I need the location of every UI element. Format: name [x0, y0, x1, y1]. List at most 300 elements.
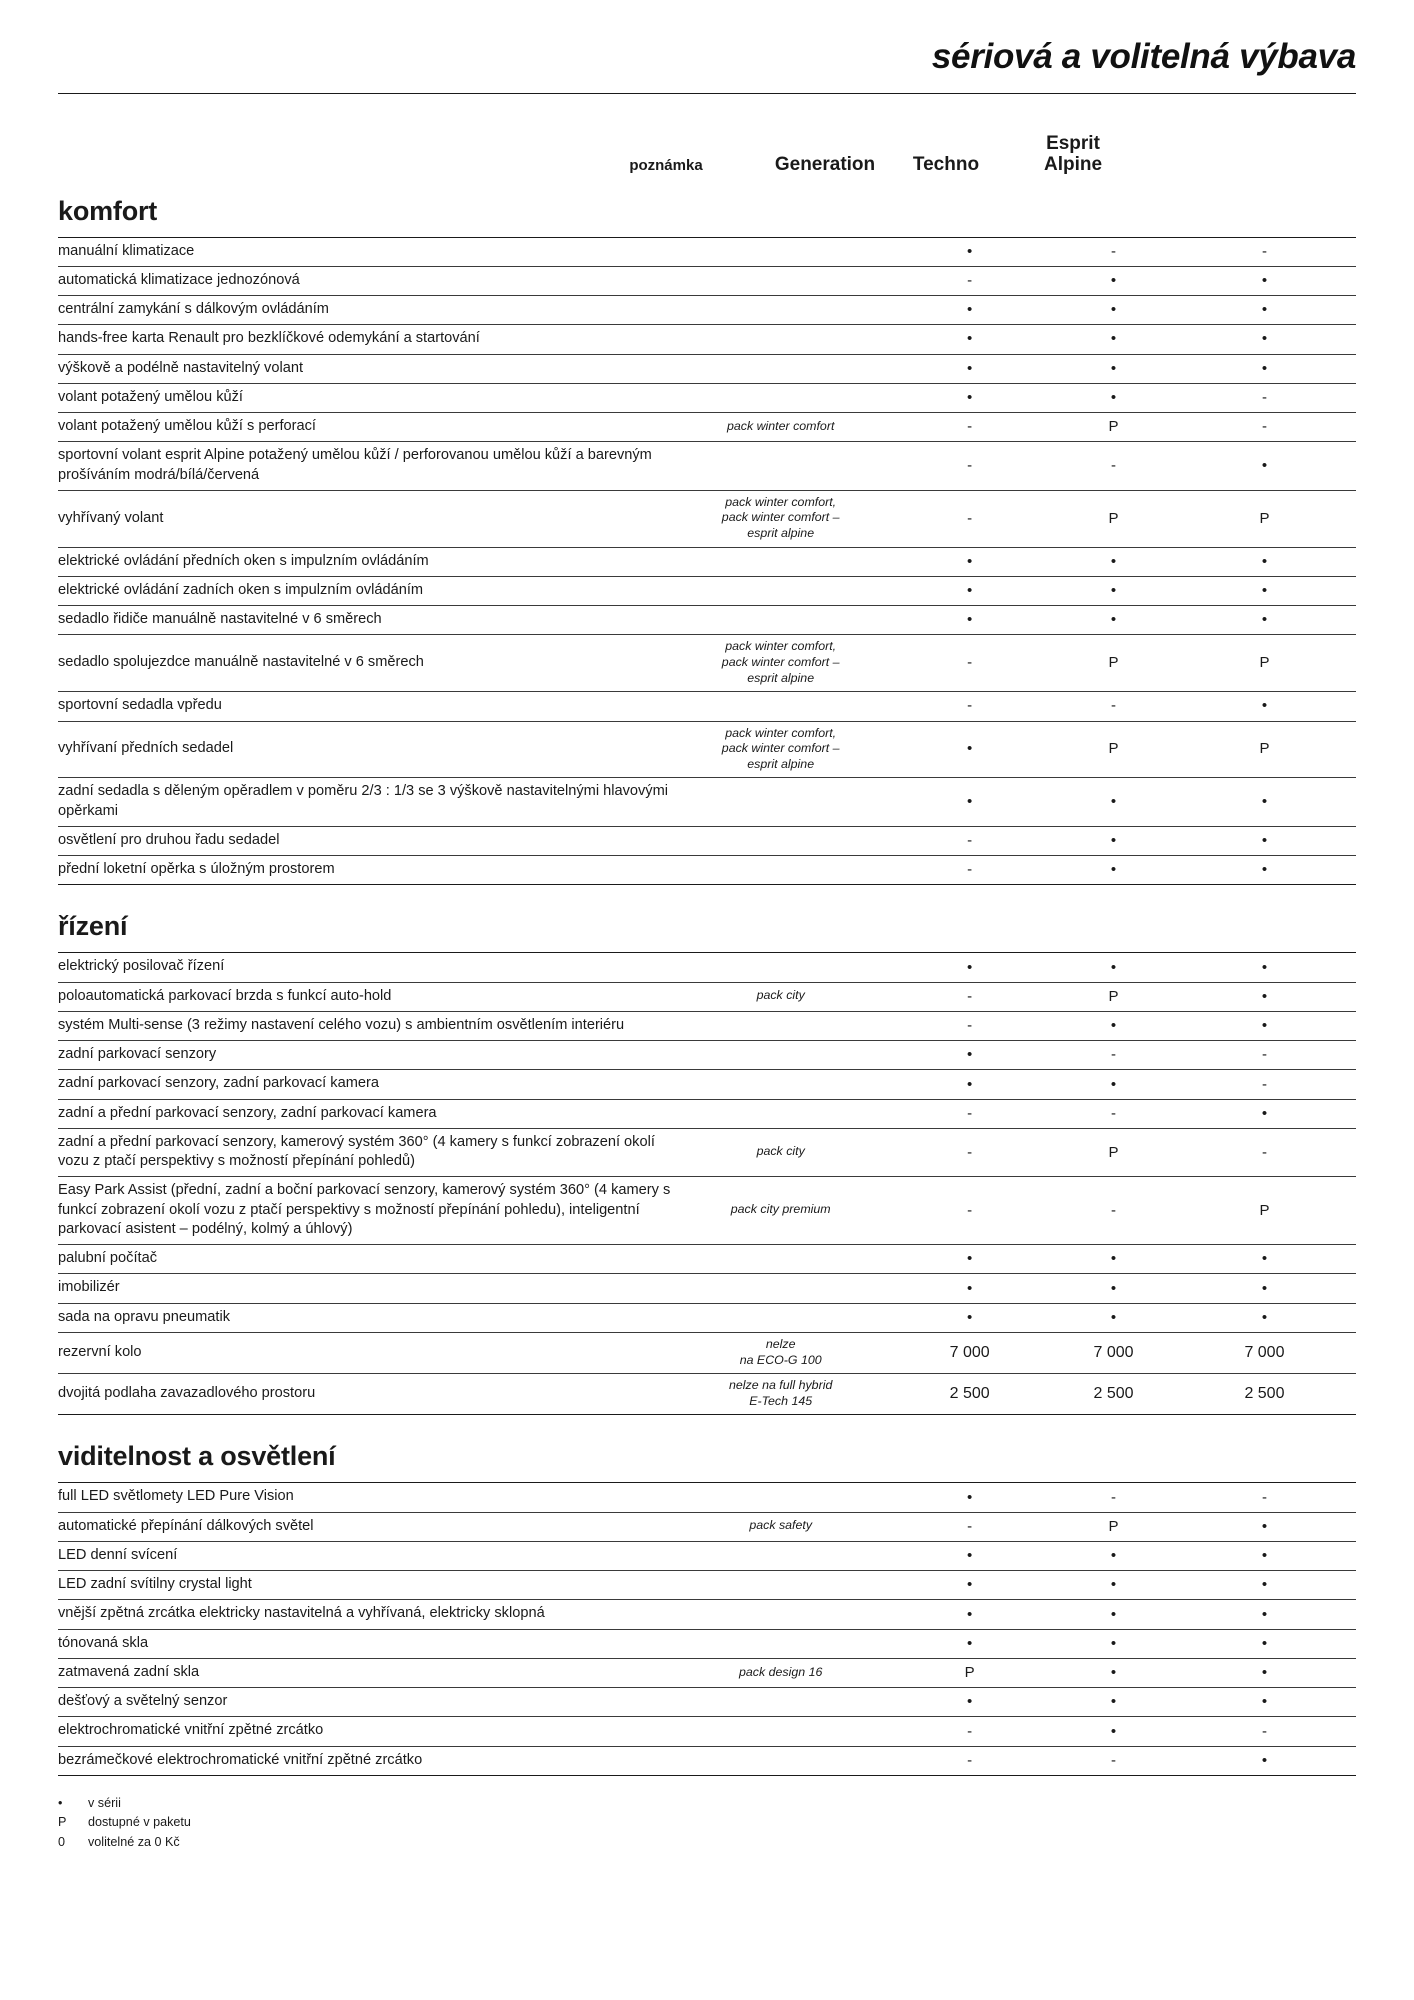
table-row — [58, 721, 1356, 778]
value-text: - — [1261, 1143, 1267, 1161]
feature-label: zadní sedadla s děleným opěradlem v poměru 2/3 : 1/3 se 3 výškově nastavitelnými hlavovými opěrkami — [58, 778, 676, 827]
feature-note — [676, 1303, 885, 1332]
value-text: - — [1261, 1046, 1267, 1064]
feature-label: sportovní sedadla vpředu — [58, 692, 676, 721]
value-cell-esprit-alpine — [1173, 856, 1356, 885]
value-cell-generation — [885, 1658, 1054, 1687]
value-text: • — [967, 611, 973, 629]
value-cell-techno — [1054, 266, 1173, 295]
legend-row-2 — [58, 1833, 1356, 1853]
value-cell-techno — [1054, 296, 1173, 325]
feature-label: vnější zpětná zrcátka elektricky nastavitelná a vyhřívaná, elektricky sklopná — [58, 1600, 676, 1629]
feature-label: volant potažený umělou kůží — [58, 383, 676, 412]
note-line: pack winter comfort, — [725, 494, 837, 509]
value-cell-generation — [885, 1332, 1054, 1373]
table-row — [58, 982, 1356, 1011]
feature-label: elektrické ovládání předních oken s impulzním ovládáním — [58, 547, 676, 576]
value-text: • — [1110, 832, 1117, 849]
value-cell-techno — [1054, 1629, 1173, 1658]
value-text: • — [967, 582, 973, 599]
table-row — [58, 1274, 1356, 1303]
value-cell-esprit-alpine — [1173, 1041, 1356, 1070]
value-cell-esprit-alpine — [1173, 383, 1356, 412]
value-text: • — [1110, 793, 1117, 811]
value-text: • — [1110, 1075, 1117, 1093]
value-text: • — [967, 359, 973, 377]
value-cell-generation — [885, 237, 1054, 266]
feature-label: imobilizér — [58, 1274, 676, 1303]
feature-note — [676, 1688, 885, 1717]
feature-note — [676, 1658, 885, 1687]
value-text: • — [1261, 611, 1268, 629]
value-text: - — [1110, 697, 1116, 715]
value-text: • — [1261, 1308, 1268, 1326]
value-text: • — [1261, 1693, 1268, 1711]
value-text: • — [1110, 861, 1117, 879]
note-line: pack safety — [749, 1518, 813, 1533]
table-row — [58, 606, 1356, 635]
value-text: • — [1261, 987, 1268, 1005]
feature-label: zadní a přední parkovací senzory, kamerový systém 360° (4 kamery s funkcí zobrazení okolí vozu z ptačí perspektivy s možností přepínání pohledů) — [58, 1128, 676, 1177]
feature-label: elektrické ovládání zadních oken s impulzním ovládáním — [58, 576, 676, 605]
feature-note — [676, 1746, 885, 1775]
value-text: 2 500 — [1244, 1384, 1285, 1402]
note-line: pack city — [756, 1144, 805, 1159]
column-header-esprit-line1: Esprit — [1046, 132, 1100, 154]
value-text: • — [1110, 301, 1117, 319]
value-text: - — [1110, 1201, 1116, 1219]
title-divider — [58, 93, 1356, 94]
value-cell-esprit-alpine — [1173, 266, 1356, 295]
value-text: • — [1110, 359, 1117, 377]
value-cell-techno — [1054, 1658, 1173, 1687]
value-text: • — [967, 1308, 973, 1326]
column-header-note: poznámka — [629, 156, 703, 174]
value-cell-generation — [885, 1717, 1054, 1746]
note-line: pack winter comfort, — [725, 725, 837, 740]
value-text: • — [1261, 793, 1268, 811]
value-cell-esprit-alpine — [1173, 1600, 1356, 1629]
feature-label: zadní parkovací senzory, zadní parkovací kamera — [58, 1070, 676, 1099]
value-text: • — [967, 1547, 973, 1564]
value-text: • — [1110, 388, 1117, 406]
table-row — [58, 826, 1356, 855]
feature-note — [676, 953, 885, 982]
value-text: • — [1110, 1664, 1117, 1681]
value-cell-generation — [885, 1070, 1054, 1099]
legend-label: volitelné za 0 Kč — [88, 1834, 180, 1849]
value-text: - — [967, 509, 973, 527]
value-text: • — [1261, 861, 1268, 879]
note-line: nelze na full hybrid — [729, 1378, 833, 1393]
value-text: - — [967, 418, 973, 436]
value-text: - — [967, 1104, 973, 1122]
value-text: P — [1259, 509, 1270, 527]
value-cell-techno — [1054, 1274, 1173, 1303]
value-text: • — [967, 242, 973, 260]
value-text: • — [1261, 1104, 1268, 1122]
value-text: • — [1110, 330, 1117, 348]
column-header-generation: Generation — [774, 154, 876, 176]
feature-note — [676, 856, 885, 885]
feature-note — [676, 1177, 885, 1245]
title-block — [58, 0, 1356, 94]
value-cell-generation — [885, 383, 1054, 412]
value-cell-techno — [1054, 1128, 1173, 1177]
table-row — [58, 778, 1356, 827]
value-cell-esprit-alpine — [1173, 547, 1356, 576]
value-cell-generation — [885, 1099, 1054, 1128]
value-text: 2 500 — [949, 1384, 990, 1402]
value-cell-generation — [885, 1374, 1054, 1415]
value-cell-esprit-alpine — [1173, 1571, 1356, 1600]
value-text: • — [967, 1075, 973, 1093]
value-text: • — [1261, 1664, 1268, 1681]
value-cell-esprit-alpine — [1173, 325, 1356, 354]
value-cell-esprit-alpine — [1173, 1512, 1356, 1541]
value-text: - — [1110, 242, 1116, 260]
note-line: pack design 16 — [739, 1664, 823, 1679]
value-cell-esprit-alpine — [1173, 692, 1356, 721]
feature-note — [676, 778, 885, 827]
value-cell-techno — [1054, 442, 1173, 491]
note-line: na ECO-G 100 — [739, 1352, 822, 1367]
feature-note — [676, 1099, 885, 1128]
feature-label: vyhřívaný volant — [58, 490, 676, 547]
feature-note — [676, 547, 885, 576]
value-cell-esprit-alpine — [1173, 982, 1356, 1011]
value-text: - — [1261, 388, 1267, 406]
value-text: • — [1261, 697, 1268, 715]
value-text: P — [1108, 418, 1119, 436]
feature-note — [676, 1041, 885, 1070]
feature-note — [676, 237, 885, 266]
table-row — [58, 490, 1356, 547]
value-text: - — [1261, 1488, 1267, 1506]
table-row — [58, 1041, 1356, 1070]
value-cell-generation — [885, 442, 1054, 491]
feature-label: zadní parkovací senzory — [58, 1041, 676, 1070]
value-cell-esprit-alpine — [1173, 442, 1356, 491]
table-row — [58, 1717, 1356, 1746]
feature-note — [676, 721, 885, 778]
note-line: nelze — [765, 1336, 796, 1351]
table-row — [58, 1746, 1356, 1775]
value-text: • — [1261, 359, 1268, 377]
value-cell-generation — [885, 1303, 1054, 1332]
value-text: P — [1108, 509, 1119, 527]
feature-note — [676, 354, 885, 383]
note-line: esprit alpine — [747, 526, 815, 540]
value-cell-techno — [1054, 778, 1173, 827]
value-cell-generation — [885, 1245, 1054, 1274]
value-cell-generation — [885, 1512, 1054, 1541]
value-text: • — [1261, 582, 1268, 599]
value-cell-esprit-alpine — [1173, 1374, 1356, 1415]
value-cell-generation — [885, 266, 1054, 295]
value-cell-generation — [885, 325, 1054, 354]
value-text: • — [1261, 1517, 1268, 1535]
table-row — [58, 1303, 1356, 1332]
value-cell-generation — [885, 413, 1054, 442]
value-cell-techno — [1054, 1011, 1173, 1040]
value-text: - — [967, 457, 973, 474]
value-text: - — [967, 697, 973, 715]
value-cell-techno — [1054, 1099, 1173, 1128]
value-text: • — [967, 1634, 973, 1652]
value-text: - — [967, 832, 973, 849]
value-cell-esprit-alpine — [1173, 1274, 1356, 1303]
value-cell-generation — [885, 1746, 1054, 1775]
value-cell-techno — [1054, 1041, 1173, 1070]
table-row — [58, 1099, 1356, 1128]
feature-note — [676, 296, 885, 325]
value-cell-esprit-alpine — [1173, 237, 1356, 266]
section-title-0: komfort — [58, 195, 158, 226]
value-cell-techno — [1054, 1177, 1173, 1245]
value-text: - — [1110, 1488, 1116, 1506]
value-text: - — [967, 1751, 973, 1769]
value-text: - — [1110, 1046, 1116, 1064]
value-cell-esprit-alpine — [1173, 576, 1356, 605]
value-text: - — [967, 1017, 973, 1034]
value-cell-techno — [1054, 856, 1173, 885]
value-text: • — [1261, 1017, 1268, 1034]
feature-label: tónovaná skla — [58, 1629, 676, 1658]
value-cell-esprit-alpine — [1173, 1303, 1356, 1332]
feature-note — [676, 413, 885, 442]
feature-label: sportovní volant esprit Alpine potažený umělou kůží / perforovanou umělou kůží a barevným prošíváním modrá/bílá/červená — [58, 442, 676, 491]
table-row — [58, 1245, 1356, 1274]
feature-label: automatická klimatizace jednozónová — [58, 266, 676, 295]
value-cell-techno — [1054, 413, 1173, 442]
value-text: P — [964, 1664, 975, 1681]
value-cell-techno — [1054, 1717, 1173, 1746]
table-row — [58, 1374, 1356, 1415]
feature-note — [676, 692, 885, 721]
table-row — [58, 1128, 1356, 1177]
table-row — [58, 383, 1356, 412]
note-line: pack city premium — [730, 1202, 831, 1217]
value-cell-techno — [1054, 325, 1173, 354]
value-text: - — [967, 987, 973, 1005]
feature-label: bezrámečkové elektrochromatické vnitřní zpětné zrcátko — [58, 1746, 676, 1775]
feature-label: sada na opravu pneumatik — [58, 1303, 676, 1332]
value-text: • — [1110, 1250, 1117, 1268]
feature-label: palubní počítač — [58, 1245, 676, 1274]
value-text: • — [1261, 457, 1268, 474]
feature-label: výškově a podélně nastavitelný volant — [58, 354, 676, 383]
table-row — [58, 266, 1356, 295]
value-cell-generation — [885, 982, 1054, 1011]
value-text: • — [967, 330, 973, 348]
table-row — [58, 1177, 1356, 1245]
feature-label: dešťový a světelný senzor — [58, 1688, 676, 1717]
value-cell-generation — [885, 296, 1054, 325]
value-text: • — [1110, 1605, 1117, 1623]
table-row — [58, 856, 1356, 885]
value-cell-generation — [885, 778, 1054, 827]
note-line: pack winter comfort, — [725, 639, 837, 654]
value-cell-esprit-alpine — [1173, 1332, 1356, 1373]
feature-label: automatické přepínání dálkových světel — [58, 1512, 676, 1541]
value-cell-generation — [885, 576, 1054, 605]
value-cell-esprit-alpine — [1173, 1099, 1356, 1128]
value-cell-esprit-alpine — [1173, 490, 1356, 547]
value-text: • — [1261, 271, 1268, 289]
value-cell-techno — [1054, 1332, 1173, 1373]
value-cell-esprit-alpine — [1173, 778, 1356, 827]
value-text: - — [967, 1201, 973, 1219]
value-text: P — [1108, 1517, 1119, 1535]
value-cell-techno — [1054, 490, 1173, 547]
value-text: • — [1110, 611, 1117, 629]
note-line: pack winter comfort — [726, 418, 835, 433]
value-text: - — [967, 271, 973, 289]
table-row — [58, 1600, 1356, 1629]
value-cell-techno — [1054, 576, 1173, 605]
value-text: • — [1261, 1576, 1268, 1594]
value-text: • — [1110, 1634, 1117, 1652]
value-cell-techno — [1054, 1070, 1173, 1099]
table-row — [58, 692, 1356, 721]
value-cell-generation — [885, 490, 1054, 547]
feature-note — [676, 576, 885, 605]
value-text: • — [1261, 1250, 1268, 1268]
value-text: • — [967, 1488, 973, 1506]
feature-note — [676, 1070, 885, 1099]
feature-note — [676, 442, 885, 491]
table-row — [58, 547, 1356, 576]
feature-note — [676, 325, 885, 354]
feature-note — [676, 1128, 885, 1177]
value-cell-esprit-alpine — [1173, 1128, 1356, 1177]
legend-key: 0 — [58, 1834, 66, 1849]
value-cell-generation — [885, 826, 1054, 855]
table-row — [58, 1541, 1356, 1570]
feature-label: LED denní svícení — [58, 1541, 676, 1570]
value-text: - — [967, 654, 973, 672]
feature-label: přední loketní opěrka s úložným prostorem — [58, 856, 676, 885]
value-cell-esprit-alpine — [1173, 1688, 1356, 1717]
value-text: 7 000 — [949, 1343, 990, 1361]
feature-label: rezervní kolo — [58, 1332, 676, 1373]
feature-note — [676, 826, 885, 855]
feature-note — [676, 1332, 885, 1373]
feature-note — [676, 383, 885, 412]
feature-label: poloautomatická parkovací brzda s funkcí auto-hold — [58, 982, 676, 1011]
value-cell-generation — [885, 721, 1054, 778]
feature-label: Easy Park Assist (přední, zadní a boční parkovací senzory, kamerový systém 360° (4 kamery s funkcí zobrazení okolí vozu z ptačí perspektivy s možností přepínání pohledu), inteligentní parkovací asistent – podélný, kolmý a úhlový) — [58, 1177, 676, 1245]
feature-label: zatmavená zadní skla — [58, 1658, 676, 1687]
value-cell-generation — [885, 856, 1054, 885]
feature-label: hands-free karta Renault pro bezklíčkové odemykání a startování — [58, 325, 676, 354]
value-text: 7 000 — [1093, 1343, 1134, 1361]
value-text: P — [1259, 654, 1270, 672]
value-text: - — [967, 1517, 973, 1535]
table-row — [58, 635, 1356, 692]
table-row — [58, 1512, 1356, 1541]
value-cell-generation — [885, 1571, 1054, 1600]
legend-key: • — [58, 1795, 63, 1810]
legend-row-0 — [58, 1794, 1356, 1814]
value-text: - — [967, 1722, 973, 1740]
table-row — [58, 1332, 1356, 1373]
value-text: - — [1261, 1722, 1267, 1740]
value-cell-esprit-alpine — [1173, 1483, 1356, 1512]
value-text: • — [967, 1046, 973, 1064]
feature-note — [676, 1011, 885, 1040]
table-row — [58, 1629, 1356, 1658]
value-cell-generation — [885, 1177, 1054, 1245]
value-text: - — [1261, 242, 1267, 260]
sections-root — [58, 196, 1356, 1776]
value-cell-generation — [885, 1688, 1054, 1717]
value-cell-esprit-alpine — [1173, 635, 1356, 692]
value-cell-esprit-alpine — [1173, 606, 1356, 635]
value-cell-techno — [1054, 354, 1173, 383]
value-text: • — [967, 1576, 973, 1594]
table-row — [58, 953, 1356, 982]
feature-label: zadní a přední parkovací senzory, zadní parkovací kamera — [58, 1099, 676, 1128]
note-line: pack winter comfort – — [721, 741, 840, 756]
value-text: P — [1259, 1201, 1270, 1219]
feature-note — [676, 490, 885, 547]
feature-label: osvětlení pro druhou řadu sedadel — [58, 826, 676, 855]
value-text: • — [1110, 1576, 1117, 1594]
value-text: • — [967, 301, 973, 319]
legend-label: dostupné v paketu — [88, 1815, 191, 1830]
feature-note — [676, 982, 885, 1011]
feature-label: sedadlo spolujezdce manuálně nastavitelné v 6 směrech — [58, 635, 676, 692]
section-title-2: viditelnost a osvětlení — [58, 1441, 336, 1472]
value-cell-generation — [885, 692, 1054, 721]
spec-table-2 — [58, 1482, 1356, 1776]
value-cell-esprit-alpine — [1173, 1011, 1356, 1040]
value-cell-techno — [1054, 1600, 1173, 1629]
value-text: 2 500 — [1093, 1384, 1134, 1402]
value-text: • — [1261, 1279, 1268, 1297]
value-text: - — [1261, 1075, 1267, 1093]
value-cell-generation — [885, 1041, 1054, 1070]
value-text: P — [1108, 1143, 1119, 1161]
value-cell-generation — [885, 1541, 1054, 1570]
value-cell-techno — [1054, 721, 1173, 778]
table-row — [58, 1070, 1356, 1099]
value-text: - — [1110, 1104, 1116, 1122]
feature-note — [676, 1374, 885, 1415]
feature-label: full LED světlomety LED Pure Vision — [58, 1483, 676, 1512]
value-cell-techno — [1054, 1541, 1173, 1570]
value-text: • — [1110, 1279, 1117, 1297]
value-text: • — [1261, 1605, 1268, 1623]
feature-note — [676, 1483, 885, 1512]
table-row — [58, 354, 1356, 383]
value-text: • — [1110, 1722, 1117, 1740]
value-cell-generation — [885, 635, 1054, 692]
value-text: • — [1110, 271, 1117, 289]
value-text: • — [967, 1605, 973, 1623]
value-cell-generation — [885, 1483, 1054, 1512]
value-text: • — [1261, 1634, 1268, 1652]
value-cell-techno — [1054, 1571, 1173, 1600]
value-text: • — [967, 958, 973, 976]
legend-key: P — [58, 1815, 67, 1830]
value-text: • — [1261, 330, 1268, 348]
feature-note — [676, 1717, 885, 1746]
feature-note — [676, 1541, 885, 1570]
value-text: • — [967, 1250, 973, 1268]
